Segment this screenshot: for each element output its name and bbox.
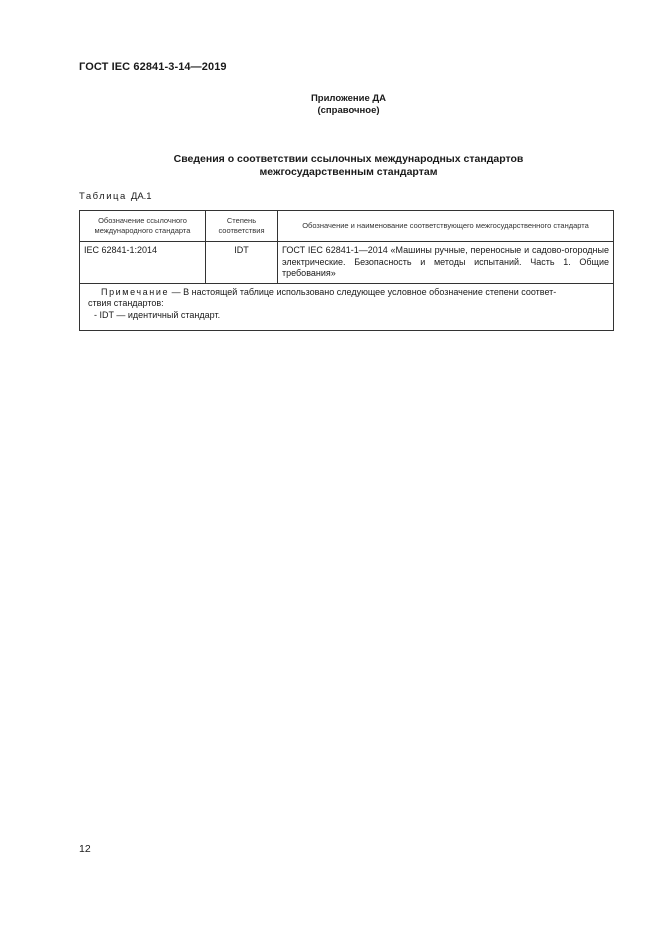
note-line1 (88, 287, 605, 299)
table-caption (79, 191, 152, 202)
cell-international-standard: IEC 62841-1:2014 (80, 242, 206, 284)
document-code: ГОСТ IEC 62841-3-14—2019 (79, 61, 227, 73)
table-note (80, 283, 614, 330)
table-note-row (80, 283, 614, 330)
header-international-standard: Обозначение ссылочного международного стандарта (80, 211, 206, 242)
header-degree: Степень соответствия (206, 211, 278, 242)
appendix-kind: (справочное) (317, 105, 380, 116)
note-item: - IDT — идентичный стандарт. (94, 309, 221, 320)
cell-degree: IDT (206, 242, 278, 284)
page-number: 12 (79, 843, 91, 855)
header-interstate-standard: Обозначение и наименование соответствующего межгосударственного стандарта (278, 211, 614, 242)
appendix-title: Приложение ДА (310, 93, 387, 104)
note-label: Примечание (101, 286, 170, 297)
table-row (80, 242, 614, 284)
section-title-line2: межгосударственным стандартам (259, 166, 438, 178)
note-text-line2: ствия стандартов: (88, 298, 164, 308)
table-caption-word: Таблица (79, 191, 127, 202)
table-caption-number: ДА.1 (130, 191, 152, 202)
standards-table (79, 210, 614, 331)
note-text-line1: — В настоящей таблице использовано следующее условное обозначение степени соответ- (171, 286, 557, 297)
cell-interstate-standard: ГОСТ IEC 62841-1—2014 «Машины ручные, переносные и садово-огородные электрические. Безопасность и методы испытаний. Часть 1. Общие требования» (278, 242, 614, 284)
section-title-line1: Сведения о соответствии ссылочных международных стандартов (173, 153, 524, 165)
table-header-row (80, 211, 614, 242)
